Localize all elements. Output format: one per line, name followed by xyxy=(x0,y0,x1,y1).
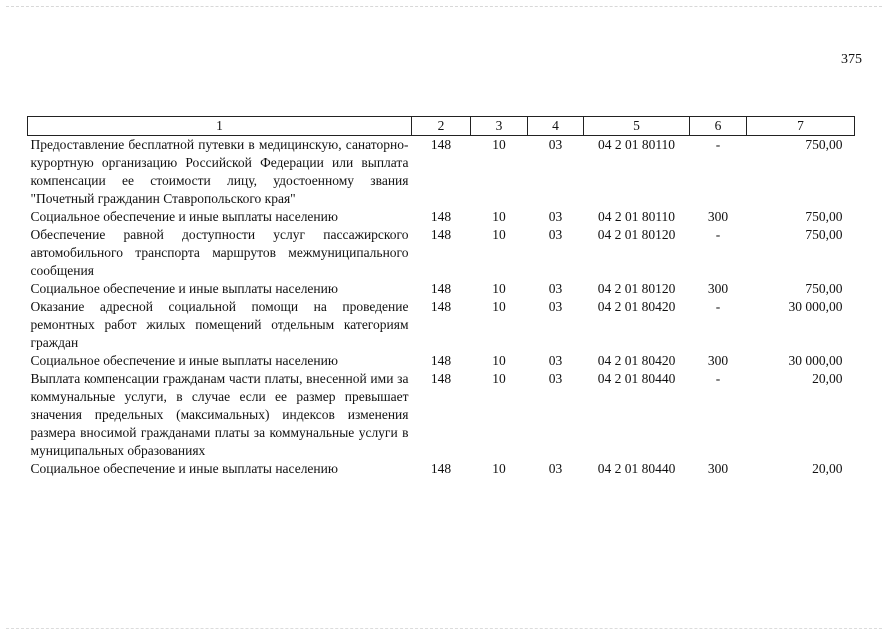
row-sum: 750,00 xyxy=(805,209,843,224)
row-vr: - xyxy=(715,299,721,314)
row-ved: 148 xyxy=(430,227,452,242)
row-csr: 04 2 01 80440 xyxy=(597,461,676,476)
row-rz: 10 xyxy=(492,209,506,224)
row-ved: 148 xyxy=(430,353,452,368)
header-col-1: 1 xyxy=(28,117,412,136)
header-col-6: 6 xyxy=(690,117,747,136)
table-body xyxy=(28,136,855,479)
row-csr: 04 2 01 80120 xyxy=(597,281,676,296)
row-csr: 04 2 01 80110 xyxy=(597,209,676,224)
row-csr: 04 2 01 80110 xyxy=(597,137,676,152)
row-sum: 20,00 xyxy=(812,371,843,386)
page-number: 375 xyxy=(841,52,862,67)
row-name: Социальное обеспечение и иные выплаты населению xyxy=(30,209,338,224)
header-col-3: 3 xyxy=(471,117,528,136)
table-row xyxy=(28,226,855,280)
row-ved: 148 xyxy=(430,371,452,386)
row-vr: 300 xyxy=(707,281,729,296)
row-pr: 03 xyxy=(548,209,563,224)
row-pr: 03 xyxy=(548,137,563,152)
row-ved: 148 xyxy=(430,209,452,224)
table-row xyxy=(28,460,855,478)
header-row xyxy=(28,117,855,136)
row-rz: 10 xyxy=(492,461,506,476)
row-name: Оказание адресной социальной помощи на проведение ремонтных работ жилых помещений отдельным категориям граждан xyxy=(30,299,409,350)
row-rz: 10 xyxy=(492,299,506,314)
row-ved: 148 xyxy=(430,281,452,296)
row-vr: 300 xyxy=(707,209,729,224)
row-vr: 300 xyxy=(707,353,729,368)
table-row xyxy=(28,280,855,298)
row-rz: 10 xyxy=(492,227,506,242)
table-row xyxy=(28,352,855,370)
row-rz: 10 xyxy=(492,371,506,386)
row-sum: 30 000,00 xyxy=(788,299,843,314)
row-name: Социальное обеспечение и иные выплаты населению xyxy=(30,353,338,368)
row-vr: - xyxy=(715,371,721,386)
scan-artifact-top xyxy=(6,6,882,7)
table-row xyxy=(28,370,855,460)
row-name: Социальное обеспечение и иные выплаты населению xyxy=(30,281,338,296)
row-ved: 148 xyxy=(430,461,452,476)
row-pr: 03 xyxy=(548,227,563,242)
row-csr: 04 2 01 80420 xyxy=(597,353,676,368)
row-sum: 750,00 xyxy=(805,137,843,152)
header-col-5: 5 xyxy=(584,117,690,136)
row-pr: 03 xyxy=(548,281,563,296)
scan-artifact-bottom xyxy=(6,628,882,629)
header-col-2: 2 xyxy=(412,117,471,136)
row-vr: - xyxy=(715,137,721,152)
row-csr: 04 2 01 80440 xyxy=(597,371,676,386)
row-csr: 04 2 01 80120 xyxy=(597,227,676,242)
row-sum: 30 000,00 xyxy=(788,353,843,368)
table-row xyxy=(28,298,855,352)
row-pr: 03 xyxy=(548,371,563,386)
row-name: Обеспечение равной доступности услуг пассажирского автомобильного транспорта маршрутов межмуниципального сообщения xyxy=(30,227,409,278)
table-row xyxy=(28,208,855,226)
row-vr: - xyxy=(715,227,721,242)
table-header xyxy=(28,117,855,136)
row-rz: 10 xyxy=(492,281,506,296)
row-sum: 750,00 xyxy=(805,227,843,242)
row-pr: 03 xyxy=(548,299,563,314)
row-pr: 03 xyxy=(548,353,563,368)
row-ved: 148 xyxy=(430,137,452,152)
row-csr: 04 2 01 80420 xyxy=(597,299,676,314)
row-rz: 10 xyxy=(492,137,506,152)
row-name: Выплата компенсации гражданам части платы, внесенной ими за коммунальные услуги, в случае если ее размер превышает значения предельных (максимальных) индексов изменения размера вносимой гражданами платы за коммунальные услуги в муниципальных образованиях xyxy=(30,371,409,458)
header-col-4: 4 xyxy=(528,117,584,136)
row-pr: 03 xyxy=(548,461,563,476)
row-sum: 20,00 xyxy=(812,461,843,476)
row-ved: 148 xyxy=(430,299,452,314)
row-rz: 10 xyxy=(492,353,506,368)
header-col-7: 7 xyxy=(747,117,855,136)
row-name: Социальное обеспечение и иные выплаты населению xyxy=(30,461,338,476)
table-row xyxy=(28,136,855,209)
budget-table xyxy=(27,116,855,478)
row-sum: 750,00 xyxy=(805,281,843,296)
row-vr: 300 xyxy=(707,461,729,476)
row-name: Предоставление бесплатной путевки в медицинскую, санаторно-курортную организацию Российской Федерации или выплата компенсации ее стоимости лицу, удостоенному звания "Почетный гражданин Ставропольского края" xyxy=(30,137,409,206)
